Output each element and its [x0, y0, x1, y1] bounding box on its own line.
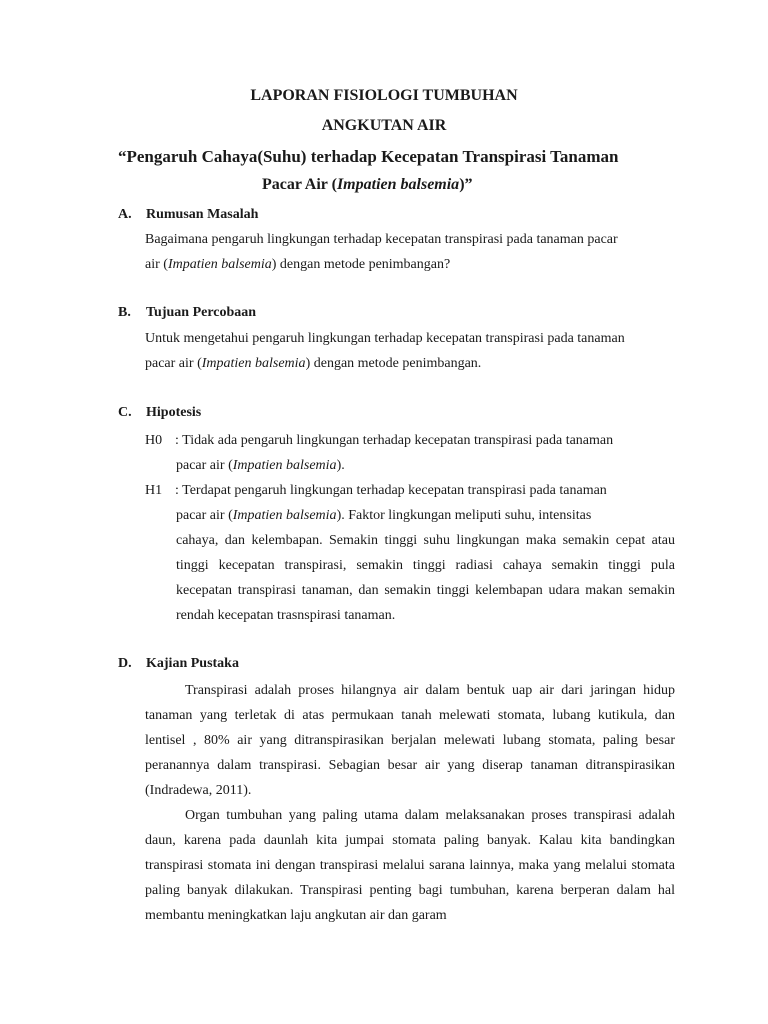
- section-title: Tujuan Percobaan: [146, 305, 257, 320]
- report-title: LAPORAN FISIOLOGI TUMBUHAN: [250, 87, 518, 104]
- species-name: Impatien balsemia: [232, 458, 337, 473]
- hypothesis-h0: [145, 428, 675, 453]
- section-a-body: [145, 227, 675, 277]
- text-span: ) dengan metode penimbangan?: [271, 257, 451, 272]
- hypothesis-text: : Tidak ada pengaruh lingkungan terhadap kecepatan transpirasi pada tanaman: [175, 433, 614, 448]
- hypothesis-key: H0: [145, 433, 163, 448]
- body-line: [145, 351, 675, 376]
- text-span: pacar air (: [176, 458, 233, 473]
- text-span: air (: [145, 257, 168, 272]
- text-span: ).: [336, 458, 345, 473]
- hypothesis-h0-cont: [176, 453, 675, 478]
- section-label: C.: [118, 405, 132, 420]
- hypothesis-text: : Terdapat pengaruh lingkungan terhadap kecepatan transpirasi pada tanaman: [175, 483, 607, 498]
- section-b-body: [145, 326, 675, 376]
- species-name: Impatien balsemia: [336, 176, 460, 193]
- section-label: D.: [118, 656, 132, 671]
- section-a-heading: [118, 207, 258, 223]
- species-name: Impatien balsemia: [201, 356, 306, 371]
- section-d-heading: [118, 656, 239, 672]
- topic-text-end: )”: [459, 176, 473, 193]
- hypothesis-key: H1: [145, 483, 163, 498]
- hypothesis-h1-cont: [176, 503, 675, 528]
- text-span: pacar air (: [176, 508, 233, 523]
- section-b-heading: [118, 305, 256, 321]
- section-label: A.: [118, 207, 132, 222]
- text-span: ). Faktor lingkungan meliputi suhu, intensitas: [336, 508, 592, 523]
- section-label: B.: [118, 305, 131, 320]
- hypothesis-h1: [145, 478, 675, 503]
- section-d-body: [145, 678, 675, 928]
- section-title: Hipotesis: [146, 405, 202, 420]
- body-line: Bagaimana pengaruh lingkungan terhadap kecepatan transpirasi pada tanaman pacar: [145, 232, 618, 247]
- text-span: pacar air (: [145, 356, 202, 371]
- section-c-heading: [118, 405, 201, 421]
- body-paragraph: Organ tumbuhan yang paling utama dalam melaksanakan proses transpirasi adalah daun, karena pada daunlah kita jumpai stomata paling banyak. Kalau kita bandingkan transpirasi stomata ini dengan transpirasi melalui sarana lainnya, maka yang melalui stomata paling banyak dilakukan. Transpirasi penting bagi tumbuhan, karena berperan dalam hal membantu meningkatkan laju angkutan air dan garam: [145, 808, 675, 923]
- report-topic-line2: [262, 176, 562, 194]
- topic-text: Pacar Air (: [262, 176, 337, 193]
- body-line: [145, 252, 675, 277]
- report-topic-line1: “Pengaruh Cahaya(Suhu) terhadap Kecepatan Transpirasi Tanaman: [118, 147, 619, 166]
- section-title: Rumusan Masalah: [146, 207, 259, 222]
- species-name: Impatien balsemia: [232, 508, 337, 523]
- species-name: Impatien balsemia: [167, 257, 272, 272]
- body-paragraph: Transpirasi adalah proses hilangnya air dalam bentuk uap air dari jaringan hidup tanaman yang terletak di atas permukaan tanah melewati stomata, lubang kutikula, dan lentisel , 80% air yang ditranspirasikan berjalan melewati lubang stomata, paling besar peranannya dalam transpirasi. Sebagian besar air yang diserap tanaman ditranspirasikan (Indradewa, 2011).: [145, 683, 675, 798]
- body-line: Untuk mengetahui pengaruh lingkungan terhadap kecepatan transpirasi pada tanaman: [145, 331, 625, 346]
- hypothesis-h1-rest: cahaya, dan kelembapan. Semakin tinggi suhu lingkungan maka semakin cepat atau tinggi kecepatan transpirasi, semakin tinggi radiasi cahaya semakin tinggi pula kecepatan transpirasi tanaman, dan semakin tinggi kelembapan udara makan semakin rendah kecepatan trasnspirasi tanaman.: [176, 533, 675, 623]
- section-title: Kajian Pustaka: [146, 656, 239, 671]
- report-subtitle: ANGKUTAN AIR: [321, 117, 447, 134]
- text-span: ) dengan metode penimbangan.: [305, 356, 482, 371]
